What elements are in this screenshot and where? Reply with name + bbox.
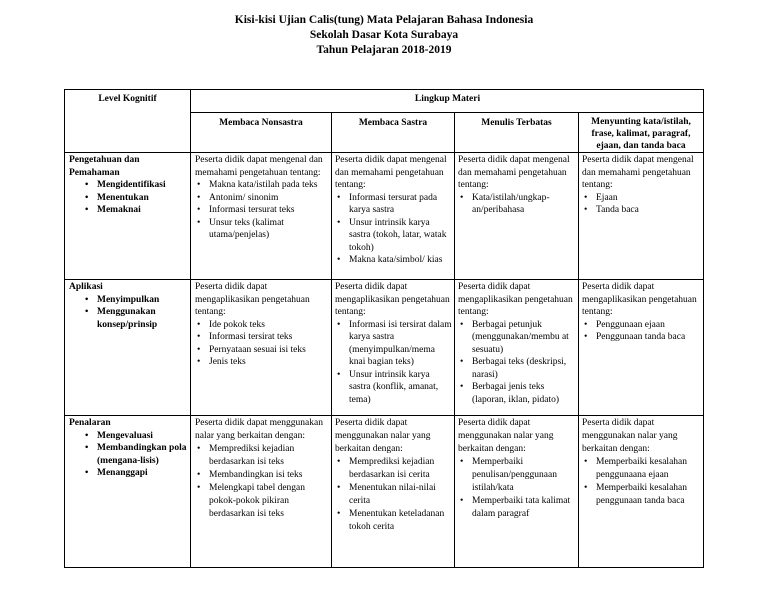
grid-line [190,112,703,113]
level-sub-item: • Mengidentifikasi [83,179,189,192]
cell-intro: Peserta didik dapat mengenal dan memahami pengetahuan tentang: [195,155,323,178]
cell-item: • Memperbaiki kesalahan penggunaana ejaan [582,456,702,482]
cell-item: • Makna kata/istilah pada teks [195,179,329,192]
level-name: Aplikasi [69,282,103,292]
grid-line [454,112,455,567]
header-col-3: Menulis Terbatas [481,118,552,128]
cell-item: • Pernyataan sesuai isi teks [195,344,329,357]
level-cell [69,281,189,331]
level-cell [69,154,189,217]
document-title: Kisi-kisi Ujian Calis(tung) Mata Pelajaran Bahasa Indonesia [234,14,534,26]
cell-item: • Berbagai petunjuk (menggunakan/membu at sesuatu) [458,319,576,357]
header-col-1: Membaca Nonsastra [219,118,303,128]
cell-intro: Peserta didik dapat mengaplikasikan pengetahuan tentang: [458,282,573,317]
cell-intro: Peserta didik dapat menggunakan nalar yang berkaitan dengan: [458,418,554,454]
level-name: Penalaran [69,418,111,428]
content-cell [195,417,329,521]
level-sub-item: • Membandingkan pola (mengana-lisis) [83,442,189,467]
cell-item: • Membandingkan isi teks [195,469,329,482]
cell-item: • Unsur intrinsik karya sastra (tokoh, latar, watak tokoh) [335,217,452,255]
cell-item: • Memperbaiki kesalahan penggunaan tanda baca [582,482,702,508]
academic-year: Tahun Pelajaran 2018-2019 [316,44,452,56]
cell-intro: Peserta didik dapat mengaplikasikan pengetahuan tentang: [195,282,310,317]
level-sub-item: • Menanggapi [83,467,189,480]
header-col-2: Membaca Sastra [358,118,428,128]
content-cell [458,154,576,217]
cell-intro: Peserta didik dapat mengenal dan memahami pengetahuan tentang: [335,155,447,190]
cell-item: • Kata/istilah/ungkap-an/peribahasa [458,192,576,217]
header-level: Level Kognitif [98,94,157,104]
cell-intro: Peserta didik dapat mengenal dan memahami pengetahuan tentang: [458,155,570,190]
cell-item: • Melengkapi tabel dengan pokok-pokok pikiran berdasarkan isi teks [195,482,329,521]
grid-line [578,112,579,567]
cell-item: • Berbagai jenis teks (laporan, iklan, pidato) [458,381,576,406]
cell-item: • Memprediksi kejadian berdasarkan isi teks [195,443,329,469]
content-cell [195,281,329,369]
content-cell [582,417,702,508]
header-col-4: Menyunting kata/istilah, frase, kalimat, paragraf, ejaan, dan tanda baca [591,117,691,151]
cell-intro: Peserta didik dapat mengaplikasikan pengetahuan tentang: [335,282,450,317]
cell-item: • Ejaan [582,192,702,205]
content-cell [582,154,702,217]
cell-item: • Jenis teks [195,356,329,369]
content-cell [335,154,452,267]
grid-line [65,279,703,280]
level-name: Pengetahuan dan Pemahaman [69,155,140,178]
cell-item: • Menentukan nilai-nilai cerita [335,482,452,508]
cell-item: • Informasi tersirat teks [195,331,329,344]
level-sub-item: • Memaknai [83,204,189,217]
content-cell [335,417,452,534]
cell-intro: Peserta didik dapat menggunakan nalar yang berkaitan dengan: [195,418,323,441]
cell-item: • Penggunaan tanda baca [582,331,702,344]
cell-intro: Peserta didik dapat mengenal dan memahami pengetahuan tentang: [582,155,694,190]
content-cell [458,281,576,406]
content-cell [335,281,452,406]
grid-line [65,152,703,153]
cell-item: • Memperbaiki penulisan/penggunaan istilah/kata [458,456,576,495]
cell-item: • Memperbaiki tata kalimat dalam paragraf [458,495,576,521]
grid-line [65,415,703,416]
cell-item: • Informasi isi tersirat dalam karya sastra (menyimpulkan/mema knai bagian teks) [335,319,452,369]
cell-item: • Memprediksi kejadian berdasarkan isi cerita [335,456,452,482]
level-sub-item: • Menyimpulkan [83,294,189,307]
level-sub-item: • Mengevaluasi [83,430,189,443]
cell-item: • Penggunaan ejaan [582,319,702,332]
cell-intro: Peserta didik dapat menggunakan nalar yang berkaitan dengan: [335,418,431,454]
school-name: Sekolah Dasar Kota Surabaya [309,29,459,41]
grid-line [190,90,191,567]
level-sub-item: • Menentukan [83,192,189,205]
content-cell [458,417,576,521]
header-scope: Lingkup Materi [414,94,481,104]
level-sub-item: • Menggunakan konsep/prinsip [83,306,189,331]
cell-item: • Informasi tersurat pada karya sastra [335,192,452,217]
cell-item: • Makna kata/simbol/ kias [335,254,452,267]
cell-item: • Unsur teks (kalimat utama/penjelas) [195,217,329,242]
content-cell [582,281,702,344]
cell-intro: Peserta didik dapat mengaplikasikan pengetahuan tentang: [582,282,697,317]
cell-item: • Berbagai teks (deskripsi, narasi) [458,356,576,381]
grid-table [64,89,704,568]
cell-item: • Informasi tersurat teks [195,204,329,217]
cell-item: • Tanda baca [582,204,702,217]
cell-item: • Unsur intrinsik karya sastra (konflik, amanat, tema) [335,369,452,407]
content-cell [195,154,329,242]
grid-line [331,112,332,567]
level-cell [69,417,189,480]
cell-intro: Peserta didik dapat menggunakan nalar yang berkaitan dengan: [582,418,678,454]
cell-item: • Menentukan keteladanan tokoh cerita [335,508,452,534]
cell-item: • Antonim/ sinonim [195,192,329,205]
cell-item: • Ide pokok teks [195,319,329,332]
